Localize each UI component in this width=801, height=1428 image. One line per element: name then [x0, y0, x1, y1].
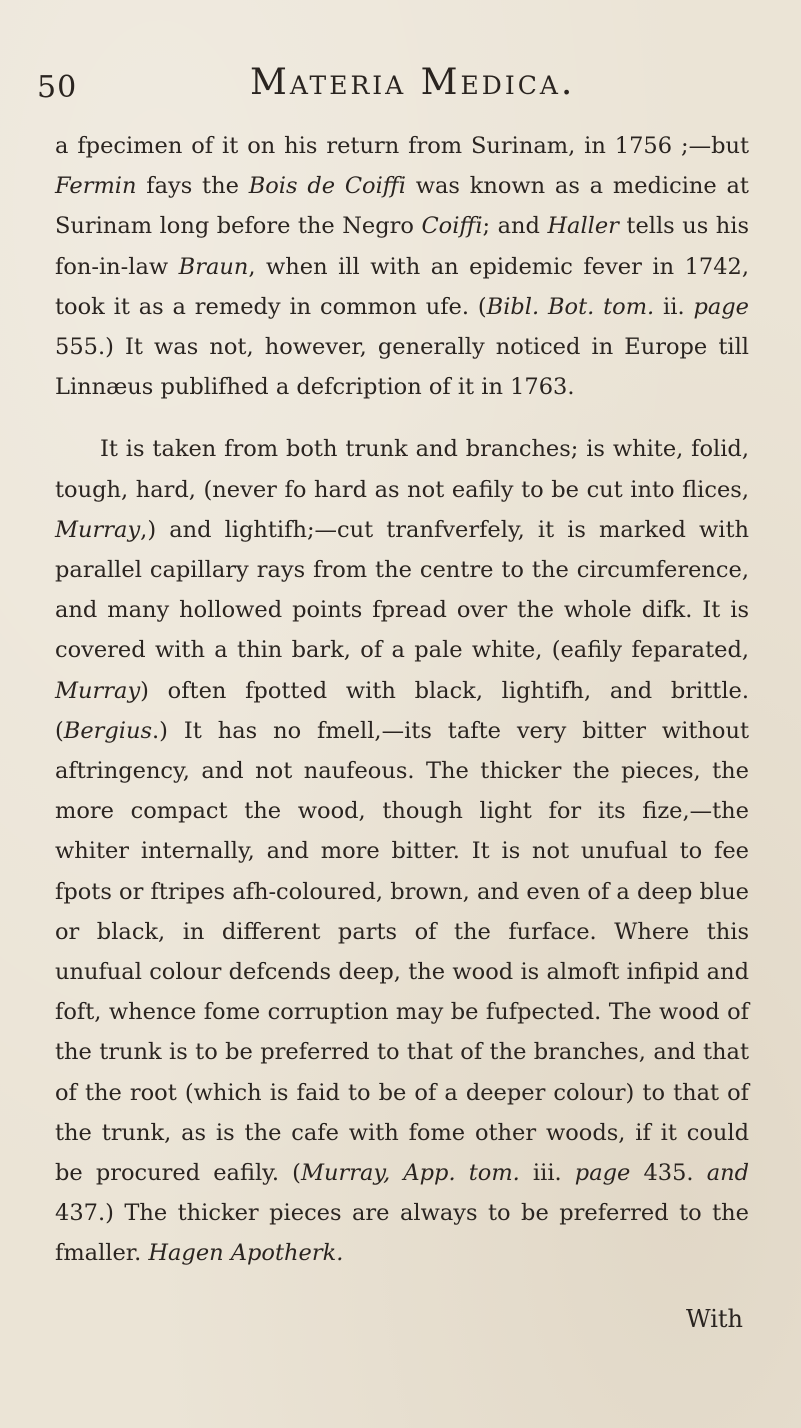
italic-text: Coiffi [421, 213, 483, 240]
page-number: 50 [37, 70, 78, 105]
italic-text: Hagen Apotherk. [148, 1240, 344, 1267]
running-head: Materia Medica. [250, 62, 576, 103]
italic-text: Bibl. Bot. tom. [486, 293, 655, 320]
paragraph [55, 126, 749, 407]
catchword: With [685, 1305, 743, 1333]
italic-text: Murray, App. tom. [300, 1160, 520, 1187]
text-run: 437.) The thicker pieces are always to be preferred to the fmaller. [55, 1200, 749, 1267]
italic-text: page [693, 293, 749, 320]
text-run: ,) and lightifh;—cut tranfverfely, it is marked with parallel capillary rays from the centre to the circumference, and many hollowed points fpread over the whole difk. It is covered with a thin bark, of a pale white, (eafily feparated, [55, 516, 749, 664]
italic-text: Murray [55, 516, 141, 543]
text-run: ii. [654, 293, 694, 320]
text-run: a fpecimen of it on his return from Surinam, in 1756 ;—but [55, 133, 749, 159]
page-header [0, 62, 801, 122]
italic-text: Braun [178, 253, 249, 280]
text-run: iii. [519, 1160, 575, 1187]
italic-text: Bois de Coiffi [248, 173, 406, 200]
italic-text: Murray [55, 677, 141, 704]
text-run: ; and [482, 213, 548, 240]
italic-text: Fermin [55, 173, 137, 200]
italic-text: page [574, 1160, 631, 1187]
italic-text: Bergius [63, 717, 153, 744]
text-run: .) It has no fmell,—its tafte very bitter without aftringency, and not naufeous. The thicker the pieces, the more compact the wood, though light for its fize,—the whiter internally, and more bitter. It is not unufual to fee fpots or ftripes afh-coloured, brown, and even of a deep blue or black, in different parts of the furface. Where this unufual colour defcends deep, the wood is almoft infipid and foft, whence fome corruption may be fufpected. The wood of the trunk is to be preferred to that of the branches, and that of the root (which is faid to be of a deeper colour) to that of the trunk, as is the cafe with fome other woods, if it could be procured eafily. ( [55, 717, 749, 1187]
text-run: 435. [630, 1160, 707, 1187]
text-run: tells us his fon-in-law [55, 213, 749, 280]
italic-text: and [706, 1160, 749, 1187]
text-run: fays the [136, 173, 249, 200]
paragraph [55, 429, 749, 1273]
text-run: was known as a medicine at Surinam long before the Negro [55, 173, 749, 240]
body-text [55, 126, 749, 1274]
italic-text: Haller [547, 213, 619, 240]
text-run: It is taken from both trunk and branches; is white, folid, tough, hard, (never fo hard as not eafily to be cut into flices, [55, 436, 749, 503]
text-run: ) often fpotted with black, lightifh, and brittle. ( [55, 677, 749, 744]
text-run: , when ill with an epidemic fever in 1742, took it as a remedy in common ufe. ( [55, 253, 749, 320]
text-run: 555.) It was not, however, generally noticed in Europe till Linnæus publifhed a defcription of it in 1763. [55, 334, 749, 401]
